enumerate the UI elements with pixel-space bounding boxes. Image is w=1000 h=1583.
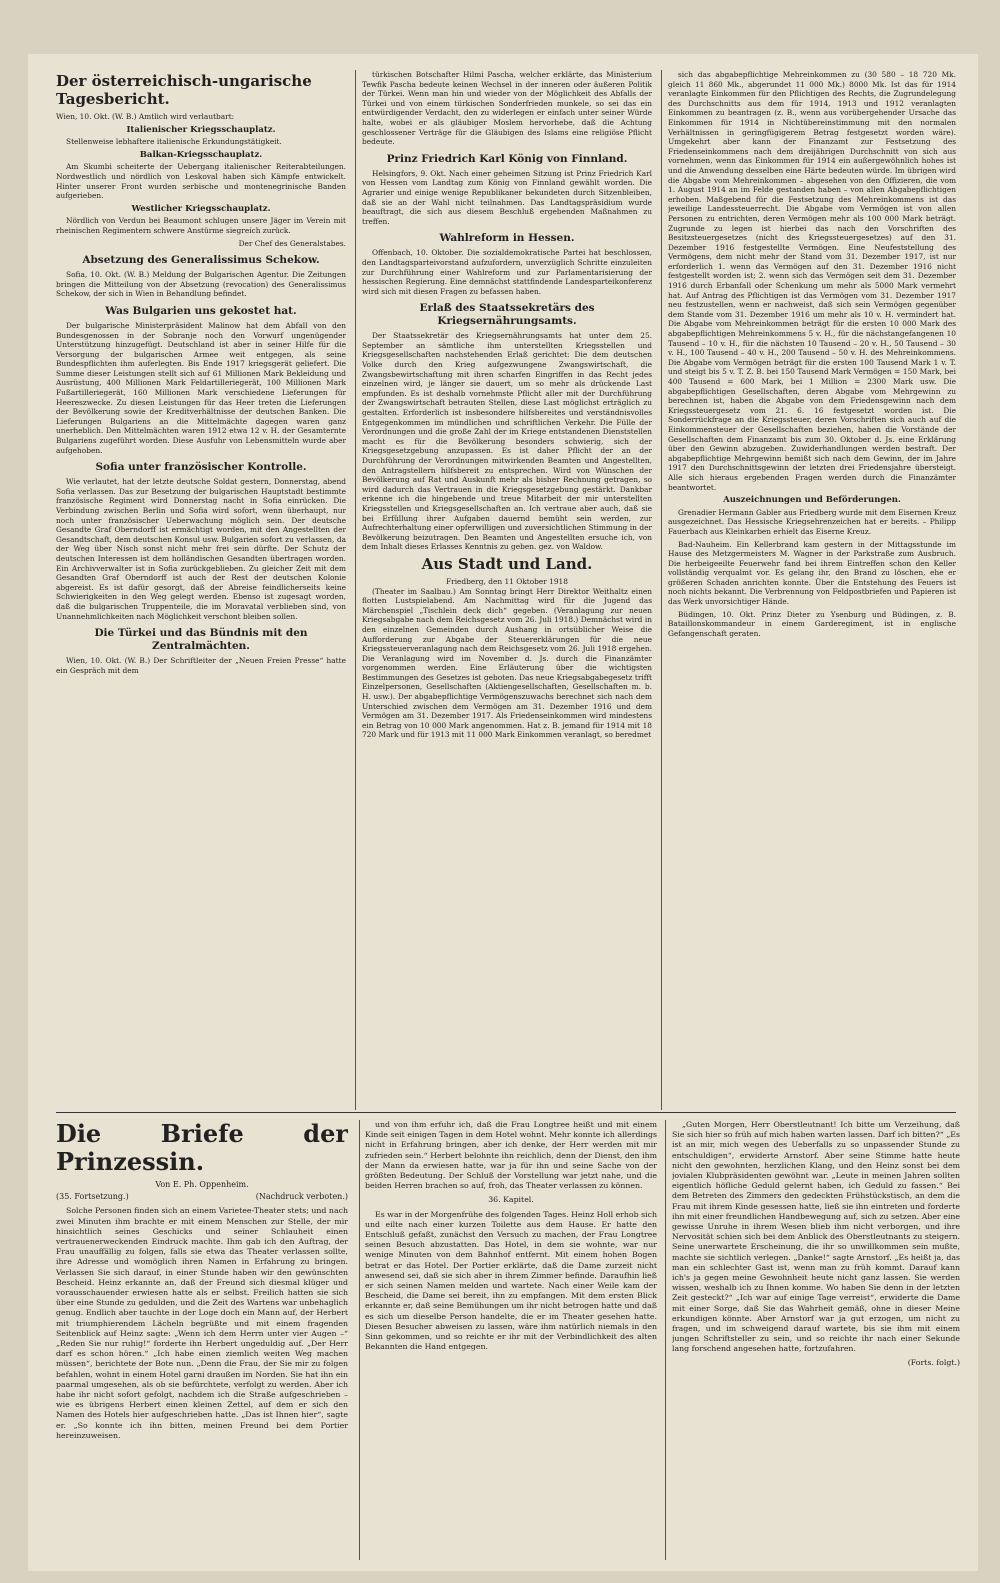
section-heading: Westlicher Kriegsschauplatz. <box>131 203 271 214</box>
headline-tuerkei: Die Türkei und das Bündnis mit den Zentralmächten. <box>94 627 308 653</box>
serial-column-1 <box>56 1120 348 1570</box>
headline-bulgarien: Was Bulgarien uns gekostet hat. <box>105 304 297 317</box>
article-text: Stellenweise lebhaftere italienische Erkundungstätigkeit. <box>66 137 282 147</box>
article-text: Helsingfors, 9. Okt. Nach einer geheimen Sitzung ist Prinz Friedrich Karl von Hessen vom Landtag zum König von Finnland gewählt worden. Die Agrarier und einige wenige Republikaner bekundeten durch Sitzenbleiben, daß sie an der Wahl nicht teilnahmen. Das Landtagspräsidium wurde beauftragt, die sich aus diesem Beschluß ergebenden Maßnahmen zu treffen. <box>362 168 652 226</box>
article-text: Offenbach, 10. Oktober. Die sozialdemokratische Partei hat beschlossen, den Landtagsparteivorstand aufzufordern, unverzüglich Schritte einzuleiten zur Durchführung einer Wahlreform und zur Parlamentarisierung der hessischen Regierung. Eine demnächst stattfindende Landesparteikonferenz wird sich mit diesen Fragen zu befassen haben. <box>362 248 652 296</box>
dateline: Friedberg, den 11 Oktober 1918 <box>446 576 568 586</box>
article-text: Der Staatssekretär des Kriegsernährungsamts hat unter dem 25. September an sämtliche ihm unterstellten Kriegsstellen und Kriegsgesellschaften nachstehenden Erlaß gerichtet: Die dem deutschen Volke durch den Krieg aufgezwungene Zwangswirtschaft, die Zwangsbewirtschaftung mit ihren scharfen Eingriffen in das Recht jedes einzelnen wird, je länger sie dauert, um so mehr als drückende Last empfunden. Es ist deshalb vornehmste Pflicht aller mit der Durchführung der Zwangswirtschaft betrauten Stellen, diese Last möglichst erträglich zu gestalten. Erforderlich ist insbesondere hilfsbereites und verständnisvolles Entgegenkommen im mündlichen und schriftlichen Verkehr. Die Fülle der Verordnungen und die große Zahl der im Kriege entstandenen Dienststellen macht es für die Bevölkerung besonders schwierig, sich der Kriegsgesetzgebung anzupassen. Es ist daher Pflicht der an der Durchführung der Verordnungen mitwirkenden Beamten und Angestellten, den Antragstellern hilfsbereit zu entsprechen. Wird von Wünschen der Bevölkerung auf Rat und Auskunft mehr als bisher Rechnung getragen, so wird dadurch das Vertrauen in die Kriegsgesetzgebung gestärkt. Dankbar erkenne ich die hingebende und treue Mitarbeit der mir unterstellten Kriegsstellen und Kriegsgesellschaften an. Ich vertraue aber auch, daß sie bei Erfüllung ihrer Aufgaben dauernd bemüht sein werden, zur Aufrechterhaltung einer opferwilligen und zuversichtlichen Stimmung in der Bevölkerung beizutragen. Den Beamten und Angestellten ersuche ich, von dem Inhalt dieses Erlasses Kenntnis zu geben. gez. von Waldow. <box>362 331 652 552</box>
article-text: Nördlich von Verdun bei Beaumont schlugen unsere Jäger im Verein mit rheinischen Regimentern schwere Anstürme siegreich zurück. <box>56 216 346 235</box>
headline-schekow: Absetzung des Generalissimus Schekow. <box>82 254 320 267</box>
serial-text: Solche Personen finden sich an einem Varietee-Theater stets; und nach zwei Minuten ihm brachte er mit einem Menschen zur Stelle, der mir hinsichtlich seines Geschicks und seiner Schlauheit einen vertrauenerweckenden Eindruck machte. Ihm gab ich den Auftrag, der Frau unauffällig zu folgen, falls sie etwa das Theater verlassen sollte, ihre Adresse und womöglich ihren Namen in Erfahrung zu bringen. Verlassen Sie sich darauf, in einer Stunde haben wir den gewünschten Bescheid. Heinz erkannte an, daß der Freund sich diesmal klüger und vorausschauender erwiesen hatte als er selbst. Freilich hatten sie sich über eine Stunde zu gedulden, und die Zeit des Wartens war unbehaglich genug. Endlich aber tauchte in der Loge doch ein Mann auf, der Herbert mit triumphierendem Lächeln begrüßte und mit einem fragenden Seitenblick auf Heinz sagte: „Wenn ich dem Herrn unter vier Augen –“ „Reden Sie nur ruhig!“ forderte ihn Herbert ungeduldig auf. „Der Herr darf es schon hören.“ „Ich habe einen ziemlich weiten Weg machen müssen“, berichtete der Bote nun. „Denn die Frau, der Sie mir zu folgen befahlen, wohnt in einem Hotel garni draußen im Norden. Sie hat ihn ein paarmal umgesehen, als ob sie befürchtete, verfolgt zu werden. Aber ich habe ihr nicht sofort gefolgt, nachdem ich die Straße aufgeschrieben – wie es übrigens Herbert einen kleinen Zettel, auf dem er sich den Namen des Hotels hier aufgeschrieben hatte. „Das ist Ihnen hier“, sagte er. „So konnte ich ihn bitten, meinen Freund bei dem Portier hereinzuweisen. <box>56 1206 348 1440</box>
column-3 <box>668 70 956 1120</box>
headline-finnland: Prinz Friedrich Karl König von Finnland. <box>386 152 628 165</box>
article-text: Sofia, 10. Okt. (W. B.) Meldung der Bulgarischen Agentur. Die Zeitungen bringen die Mitteilung von der Absetzung (revocation) des Generalissimus Schekow, der sich in Wien in Behandlung befindet. <box>56 270 346 299</box>
serial-text: und von ihm erfuhr ich, daß die Frau Longtree heißt und mit einem Kinde seit einigen Tagen in dem Hotel wohnt. Mehr konnte ich allerdings nicht in Erfahrung bringen, aber ich denke, der Herr werden mit mir zufrieden sein.“ Herbert belohnte ihn reichlich, denn der Dienst, den ihm der Mann da erwiesen hatte, war ja für ihn und seine Sache von der größten Bedeutung. Der Schluß der Vorstellung war jetzt nahe, und die beiden Herren brachen so auf, froh, das Theater verlassen zu können. <box>365 1120 657 1191</box>
article-text: Am Skumbi scheiterte der Uebergang italienischer Reiterabteilungen. Nordwestlich und nördlich von Leskoval haben sich Kämpfe entwickelt. Hinter unserer Front wurden serbische und montenegrinische Banden aufgerieben. <box>56 162 346 201</box>
article-text: Grenadier Hermann Gabler aus Friedberg wurde mit dem Eisernen Kreuz ausgezeichnet. Das Hessische Kriegsehrenzeichen hat er bereits. – Philipp Fauerbach aus Kleinkarben erhielt das Eiserne Kreuz. <box>668 507 956 536</box>
serial-chapter: 36. Kapitel. <box>488 1195 534 1205</box>
serial-title: Die Briefe der Prinzessin. <box>56 1120 348 1176</box>
article-text: türkischen Botschafter Hilmi Pascha, welcher erklärte, das Ministerium Tewfik Pascha bedeute keinen Wechsel in der inneren oder äußeren Politik der Türkei. Wenn man hin und wieder von der Möglichkeit des Abfalls der Türkei und von einem türkischen Sonderfrieden munkele, so sei das ein entwürdigender Verdacht, den zu widerlegen er einfach unter seiner Würde halte, wobei er als gläubiger Moslem hervorhebe, daß die Achtung geschlossener Verträge für die Gläubigen des Islams eine religiöse Pflicht bedeute. <box>362 70 652 147</box>
article-text: Der bulgarische Ministerpräsident Malinow hat dem Abfall von den Bundesgenossen in der Sobranje noch den Vorwurf ungenügender Unterstützung hinzugefügt. Deutschland ist aber in seiner Hilfe für die Versorgung der bulgarischen Armee weit entgegen, als seine Bundespflichten ihm auferlegten. Bis Ende 1917 kriegsgerät geliefert. Die Summe dieser Leistungen stellt sich auf 61 Millionen Mark Bekleidung und Ausrüstung, 400 Millionen Mark Feldartilleriegerät, 100 Millionen Mark Fußartilleriegerät, 160 Millionen Mark verschiedene Lieferungen für Heereszwecke. Zu diesen Leistungen für das Heer treten die Lieferungen der Bevölkerung sowie der Kreditverhältnisse der deutschen Banken. Die Lieferungen Bulgariens an die Mittelmächte dagegen waren ganz unerheblich. Den Mittelmächten waren 1912 etwa 12 v. H. der Gesamternte Bulgariens zugeführt worden. Diese Ausfuhr von Lebensmitteln wurde aber aufgehoben. <box>56 320 346 455</box>
serial-author: Von E. Ph. Oppenheim. <box>155 1180 249 1189</box>
headline-erlass: Erlaß des Staatssekretärs des Kriegsernährungsamts. <box>419 302 595 328</box>
section-heading: Balkan-Kriegsschauplatz. <box>139 149 263 160</box>
serial-installment: (35. Fortsetzung.) <box>56 1192 129 1202</box>
serial-text: „Guten Morgen, Herr Oberstleutnant! Ich bitte um Verzeihung, daß Sie sich hier so früh auf mich haben warten lassen. Darf ich bitten?“ „Es ist an mir, mich wegen des Ueberfalls zu so unpassender Stunde zu entschuldigen“, erwiderte Arnstorf. Aber seine Stimme hatte heute nicht den gewohnten, herzlichen Klang, und den Heinz sonst bei dem jovialen Klubpräsidenten gewöhnt war. „Leute in meinen Jahren sollten eigentlich höfliche Geduld gelernt haben, ich Geduld zu fassen.“ Bei dem Betreten des Zimmers den gedeckten Frühstückstisch, an dem die Frau mit ihrem Kinde gesessen hatte, ließ sie ihn eintreten und forderte ihn mit einer freundlichen Handbewegung auf, sich zu setzen. Aber eine gewisse Unruhe in ihrem Wesen blieb ihm nicht verborgen, und ihre Nervosität schien sich bei dem Anblick des Oberstleutnants zu steigern. Seine unerwartete Erscheinung, die ihr so unwillkommen sein mußte, machte sie sichtlich verlegen. „Danke!“ sagte Arnstorf. „Es heißt ja, das man ein schlechter Gast ist, wenn man zu früh kommt. Darauf kann ich's ja gegen meine Gewohnheit heute nicht ganz lassen. Sie werden wissen, weshalb ich zu Ihnen komme. Wo haben Sie denn in der letzten Zeit gesteckt?“ „Ich war auf einige Tage verreist“, erwiderte die Dame mit einer Sorge, daß Sie das Wahrheit gemäß, ohne in dieser Meine erkundigen könnte. Aber Arnstorf war ja gut erzogen, um nicht zu fragen, und im schweigend darauf wartete, bis sie ihm mit einem jungen Schriftsteller zu sein, und so reichte ihr nach einer Sekunde lang forschend angesehen hatte, fortzufahren. <box>672 1120 960 1354</box>
serial-notice: (Nachdruck verboten.) <box>255 1192 348 1202</box>
serial-column-2 <box>365 1120 657 1570</box>
article-text: Bad-Nauheim. Ein Kellerbrand kam gestern in der Mittagsstunde im Hause des Metzgermeisters M. Wagner in der Parkstraße zum Ausbruch. Die herbeigeeilte Feuerwehr fand bei ihrem Eintreffen schon den Keller vollständig verqualmt vor. Es gelang ihr, den Brand zu löschen, ehe er größeren Schaden anrichten konnte. Über die Entstehung des Feuers ist noch nichts bekannt. Die Verbrennung von Feldpostbriefen und Papieren ist das Werk unvorsichtiger Hände. <box>668 539 956 607</box>
headline-tagesbericht: Der österreichisch-ungarische Tagesbericht. <box>56 72 312 108</box>
headline-sofia: Sofia unter französischer Kontrolle. <box>95 461 307 474</box>
dateline: Wien, 10. Okt. (W. B.) Amtlich wird verlautbart: <box>56 112 235 121</box>
column-1 <box>56 70 346 1120</box>
serial-column-3 <box>672 1120 960 1570</box>
headline-auszeichnungen: Auszeichnungen und Beförderungen. <box>723 495 901 506</box>
serial-text: Es war in der Morgenfrühe des folgenden Tages. Heinz Holl erhob sich und eilte nach einer kurzen Toilette aus dem Hause. Er hatte den Entschluß gefaßt, zunächst den Versuch zu machen, der Frau Longtree seinen Besuch abzustatten. Das Hotel, in dem sie wohnte, war nur wenige Minuten von dem Bahnhof entfernt. Mit einem hohen Bogen betrat er das Hotel. Der Portier erklärte, daß die Dame zurzeit nicht anwesend sei, daß sie sich aber in ihrem Zimmer befinde. Daraufhin ließ er sich seinen Namen melden und wartete. Nach einer Weile kam der Bescheid, die Dame sei bereit, ihn zu empfangen. Mit dem ersten Blick erkannte er, daß seine Bemühungen um ihr nicht betrogen hatte und daß es sich um dieselbe Person handelte, die er im Theater gesehen hatte. Diesen Besucher abweisen zu lassen, wäre ihm natürlich niemals in den Sinn gekommen, und so reichte er ihr mit der Verbindlichkeit des alten Bekannten die Hand entgegen. <box>365 1209 657 1352</box>
column-rule <box>359 1120 360 1560</box>
signature: Der Chef des Generalstabes. <box>238 238 346 248</box>
article-text: Büdingen, 10. Okt. Prinz Dieter zu Ysenburg und Büdingen, z. B. Bataillonskommandeur in einem Garderegiment, ist in englische Gefangenschaft geraten. <box>668 609 956 638</box>
serial-continued: (Forts. folgt.) <box>907 1357 960 1367</box>
column-rule <box>661 70 662 1110</box>
serial-meta <box>56 1192 348 1202</box>
article-text: Wien, 10. Okt. (W. B.) Der Schriftleiter der „Neuen Freien Presse“ hatte ein Gespräch mit dem <box>56 656 346 675</box>
column-rule <box>665 1120 666 1560</box>
column-rule <box>355 70 356 1110</box>
section-heading: Italienischer Kriegsschauplatz. <box>126 124 276 135</box>
column-2 <box>362 70 652 1120</box>
headline-wahlreform: Wahlreform in Hessen. <box>439 232 575 245</box>
article-text: (Theater im Saalbau.) Am Sonntag bringt Herr Direktor Weithaltz einen flotten Lustspielabend. Am Nachmittag wird für die Jugend das Märchenspiel „Tischlein deck dich“ gegeben. (Veranlagung zur neuen Kriegsabgabe nach dem Reichsgesetz vom 26. Juli 1918.) Demnächst wird in den einzelnen Gemeinden durch Aushang in ortsüblicher Weise die Aufforderung zur Abgabe der Steuererklärungen für die neue Kriegssteuerveranlagung nach dem Reichsgesetz vom 26. Juli 1918 ergehen. Die Veranlagung wird im November d. Js. durch die Finanzämter vorgenommen werden. Eine Erläuterung über die wichtigsten Bestimmungen des Gesetzes ist geboten. Das neue Kriegsabgabegesetz trifft Einzelpersonen, Gesellschaften (Aktiengesellschaften, Gesellschaften m. b. H. usw.). Der abgabepflichtige Vermögenszuwachs berechnet sich nach dem Unterschied zwischen dem Vermögen am 31. Dezember 1916 und dem Vermögen am 31. Dezember 1917. Als Friedenseinkommen wird mindestens ein Betrag von 10 000 Mark angenommen. Hat z. B. jemand für 1914 mit 18 720 Mark und für 1913 mit 11 000 Mark Einkommen veranlagt, so beredmet <box>362 586 652 740</box>
headline-stadt-land: Aus Stadt und Land. <box>421 554 593 573</box>
article-text: Wie verlautet, hat der letzte deutsche Soldat gestern, Donnerstag, abend Sofia verlassen. Das zur Besetzung der bulgarischen Hauptstadt bestimmte französische Regiment wird Donnerstag nacht in Sofia einrücken. Die Verbindung zwischen Berlin und Sofia wird sofort, wenn überhaupt, nur noch unter französischer Ueberwachung möglich sein. Der deutsche Gesandte Graf Oberndorff ist ermächtigt worden, mit den Angestellten der Gesandtschaft, dem deutschen Konsul usw. Bulgarien sofort zu verlassen, da der Weg über Nisch sonst nicht mehr frei sein dürfte. Der Schutz der deutschen Interessen ist dem holländischen Gesandten übertragen worden. Ein Archivverwalter ist in Sofia zurückgeblieben. Zu gleicher Zeit mit dem Gesandten Graf Oberndorff ist auch der Rest der deutschen Kolonie abgereist. Es ist dafür gesorgt, daß der Abreise feindlicherseits keine Schwierigkeiten in den Weg gelegt werden. Ebenso ist zugesagt worden, daß die bulgarischen Truppenteile, die im Moravatal verblieben sind, von Unannehmlichkeiten nach Möglichkeit verschont bleiben sollen. <box>56 477 346 621</box>
article-text: sich das abgabepflichtige Mehreinkommen zu (30 580 – 18 720 Mk. gleich 11 860 Mk., abgerundet 11 000 Mk.) 8000 Mk. Ist das für 1914 veranlagte Einkommen für den Pflichtigen des Rechts, die Zugrundelegung des Durchschnitts aus dem für 1914, 1913 und 1912 veranlagten Einkommen zu beantragen (z. B., wenn aus vorübergehender Ursache das Einkommen für 1914 in Nichtübereinstimmung mit den normalen Verhältnissen in geringfügigerem Betrag festgesetzt worden wäre). Umgekehrt aber kann der Finanzamt zur Festsetzung des Friedenseinkommens nach dem dreijährigen Durchschnitt von sich aus vornehmen, wenn das Einkommen für 1914 ein außergewöhnlich hohes ist und die Anwendung desselben eine Härte bedeuten würde. Im übrigen wird die Abgabe vom Mehreinkommen – abgesehen von den Offizieren, die vom 1. August 1914 an im Felde gestanden haben – von allen Abgabepflichtigen erhoben. Maßgebend für die Festsetzung des Mehreinkommens ist das jeweilige Landessteuerrecht. Die Abgabe vom Vermögen ist von allen Personen zu entrichten, deren Vermögen mehr als 100 000 Mark beträgt. Zugrunde zu legen ist hierbei das nach den Vorschriften des Besitzsteuergesetzes (nicht des Kriegssteuergesetzes) auf den 31. Dezember 1916 festgestellte Vermögen. Eine Neufeststellung des Vermögens, dem nicht mehr der Stand vom 31. Dezember 1917, ist nur erforderlich 1. wenn das Vermögen auf den 31. Dezember 1916 nicht festgestellt worden ist; 2. wenn sich das Vermögen seit dem 31. Dezember 1916 durch Erbanfall oder Schenkung um mehr als 5000 Mark vermehrt hat. Auf Antrag des Pflichtigen ist das Vermögen vom 31. Dezember 1917 neu festzustellen, wenn er nachweist, daß sich sein Vermögen gegenüber dem Stande vom 31. Dezember 1916 um mehr als 10 v. H. vermindert hat. Die Abgabe vom Mehreinkommen beträgt für die ersten 10 000 Mark des abgabepflichtigen Mehreinkommens 5 v. H., für die nächstangefangenen 10 Tausend – 10 v. H., für die nächsten 10 Tausend – 20 v. H., 50 Tausend – 30 v. H., 100 Tausend – 40 v. H., 200 Tausend – 50 v. H. des Mehreinkommens. Die Abgabe vom Vermögen beträgt für die ersten 100 Tausend Mark 1 v. T. und steigt bis 5 v. T. Z. B. bei 150 Tausend Mark Vermögen = 150 Mark, bei 400 Tausend = 600 Mark, bei 1 Million = 2300 Mark usw. Die abgabepflichtigen Gesellschaften, deren Abgabe vom Mehrgewinn zu berechnen ist, haben die Abgabe von dem Friedensgewinn nach dem Kriegssteuergesetz vom 21. 6. 16 festgesetzt worden ist. Die Sonderrückfrage an die Kriegssteuer, deren Vorschriften sich auch auf die Einkommensteuer der Gesellschaften beziehen, haben die Vorstände der Gesellschaften dem Finanzamt bis zum 30. Oktober d. Js. eine Erklärung über den Gewinn abzugeben. Zuwiderhandlungen werden bestraft. Der abgabepflichtige Mehrgewinn bemißt sich nach dem Gewinn, der im Jahre 1917 den Durchschnittsgewinn der letzten drei Friedensjahre übersteigt. Alle sich hieraus ergebenden Fragen werden durch die Finanzämter beantwortet. <box>668 70 956 492</box>
